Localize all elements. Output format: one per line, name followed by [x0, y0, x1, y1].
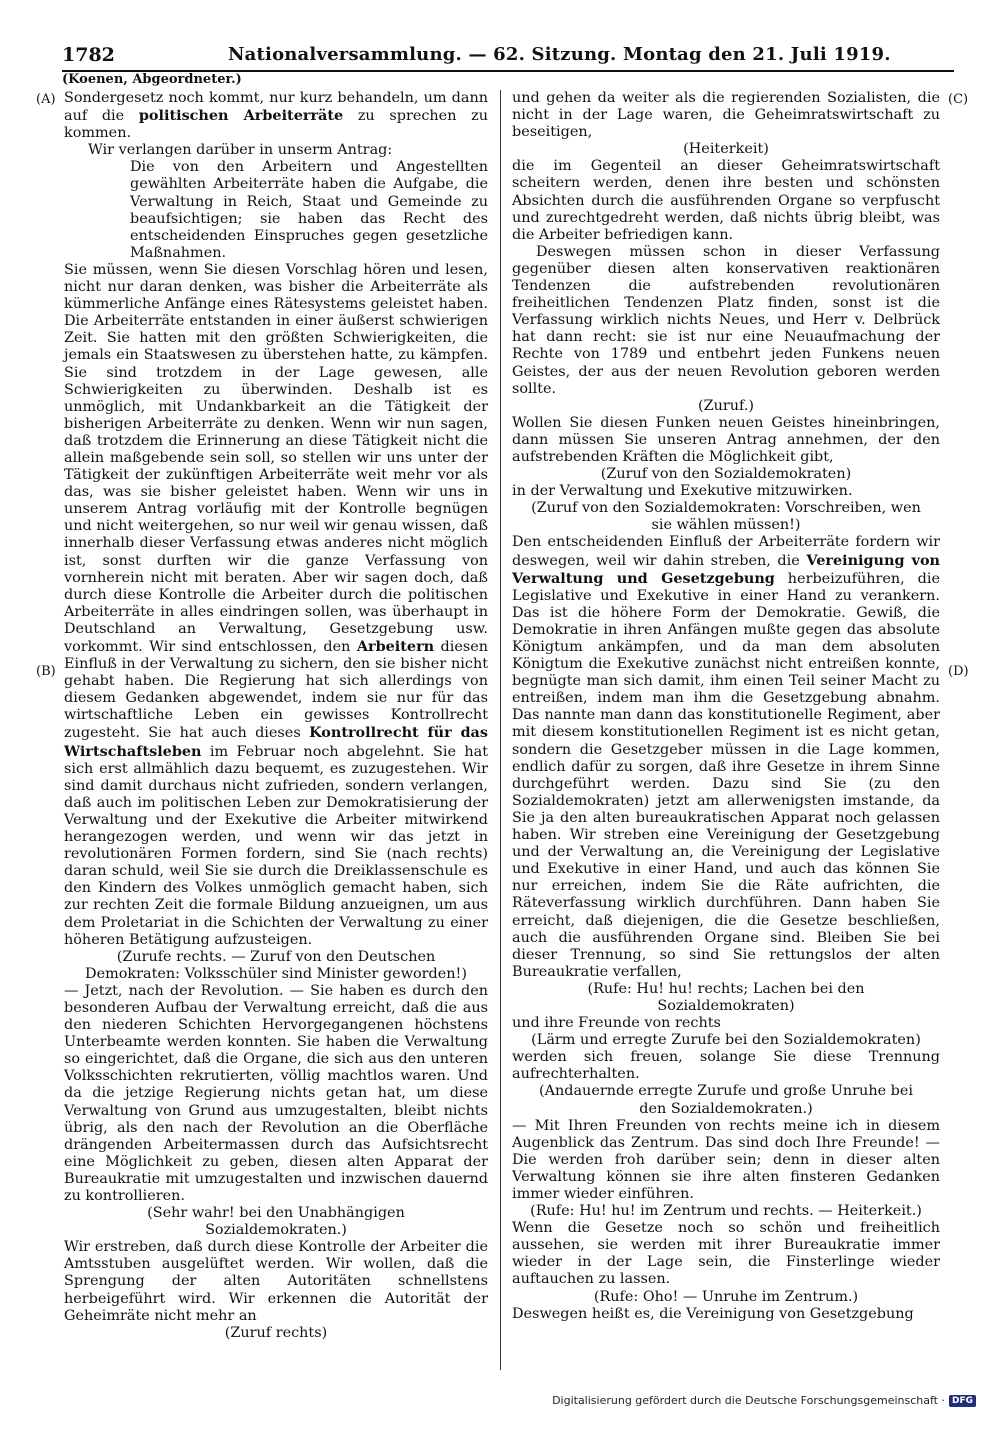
- interjection: (Lärm und erregte Zurufe bei den Sozialdemokraten): [531, 1032, 921, 1049]
- interjection: (Zuruf.): [697, 397, 755, 414]
- emphasis: Kontrollrecht für das Wirtschaftsleben: [64, 724, 488, 760]
- interjection: (Rufe: Hu! hu! im Zentrum und rechts. — Heiterkeit.): [530, 1203, 922, 1220]
- interjection: (Zuruf von den Sozialdemokraten: Vorschreiben, wen sie wählen müssen!): [531, 500, 921, 534]
- paragraph: Wir erstreben, daß durch diese Kontrolle der Arbeiter die Amtsstuben ausgelüftet werden. Wir wollen, daß die Sprengung der alten Autoritäten schnellstens herbeigeführt wird. Wir erkennen die Autorität der Geheimräte nicht mehr an: [64, 1239, 488, 1324]
- footer-credit: [552, 1394, 976, 1407]
- interjection: (Heiterkeit): [683, 141, 769, 158]
- paragraph: — Jetzt, nach der Revolution. — Sie haben es durch den besonderen Aufbau der Verwaltung erreicht, daß die aus den niederen Schichten Hervorgegangenen höchstens Unterbeamte werden konnten. Sie haben die Verwaltung so eingerichtet, daß die Organe, die sich aus den unteren Volksschichten rekrutierten, völlig machtlos waren. Und da die jetzige Regierung nichts getan hat, um diese Verwaltung von Grund aus umzugestalten, bleibt nichts übrig, als den nach der Revolution an die Oberfläche drängenden Arbeitermassen durch das Aufsichtsrecht eine Möglichkeit zu geben, diesen alten Apparat der Bureaukratie mit umzugestalten und inzwischen dauernd zu kontrollieren.: [64, 982, 488, 1204]
- margin-marker-a: (A): [36, 92, 56, 107]
- quoted-motion: Die von den Arbeitern und Angestellten gewählten Arbeiterräte haben die Aufgabe, die Verwaltung in Reich, Staat und Gemeinde zu beaufsichtigen; sie haben das Recht des entscheidenden Einspruches gegen gesetzliche Maßnahmen.: [130, 159, 488, 261]
- dfg-logo: DFG: [949, 1395, 976, 1407]
- page-header: [62, 42, 954, 72]
- running-title: Nationalversammlung. — 62. Sitzung. Montag den 21. Juli 1919.: [228, 44, 891, 65]
- interjection: (Zuruf rechts): [224, 1324, 328, 1341]
- column-divider: [500, 90, 501, 1370]
- paragraph: Deswegen heißt es, die Vereinigung von Gesetzgebung: [512, 1305, 914, 1322]
- paragraph: und ihre Freunde von rechts: [512, 1015, 721, 1032]
- paragraph: in der Verwaltung und Exekutive mitzuwirken.: [512, 483, 853, 500]
- emphasis: politischen Arbeiterräte: [138, 107, 344, 125]
- page-number: 1782: [62, 44, 115, 66]
- right-column: [512, 90, 940, 1323]
- interjection: (Sehr wahr! bei den Unabhängigen Sozialdemokraten.): [147, 1205, 405, 1239]
- interjection: (Andauernde erregte Zurufe und große Unruhe bei den Sozialdemokraten.): [538, 1083, 914, 1117]
- margin-marker-d: (D): [948, 664, 969, 679]
- paragraph: — Mit Ihren Freunden von rechts meine ich in diesem Augenblick das Zentrum. Das sind doch Ihre Freunde! — Die werden froh darüber sein; denn in dieser alten Verwaltung können sie ihre alten finsteren Gedanken immer wieder einführen.: [512, 1117, 940, 1202]
- emphasis: Arbeitern: [356, 638, 435, 655]
- footer-text: Digitalisierung gefördert durch die Deutsche Forschungsgemeinschaft ·: [552, 1394, 945, 1407]
- paragraph: Wir verlangen darüber in unserm Antrag:: [88, 142, 393, 159]
- interjection: (Zuruf von den Sozialdemokraten): [600, 466, 852, 483]
- margin-marker-b: (B): [36, 664, 56, 679]
- paragraph: Deswegen müssen schon in dieser Verfassung gegenüber diesen alten konservativen reaktionären Tendenzen die aufstrebenden revolutionären freiheitlichen Tendenzen Platz finden, sonst ist die Verfassung wirklich nichts Neues, und Herr v. Delbrück hat dann recht: sie ist nur eine Neuaufmachung der Rechte von 1789 und entbehrt jeden Funkens neuen Geistes, der aus der neuen Revolution geboren werden sollte.: [512, 243, 940, 397]
- interjection: (Zurufe rechts. — Zuruf von den Deutschen Demokraten: Volksschüler sind Minister geworden!): [85, 948, 467, 982]
- margin-marker-c: (C): [948, 92, 969, 107]
- paragraph: und gehen da weiter als die regierenden Sozialisten, die nicht in der Lage waren, die Geheimratswirtschaft zu beseitigen,: [512, 90, 940, 141]
- paragraph: Wollen Sie diesen Funken neuen Geistes hineinbringen, dann müssen Sie unseren Antrag annehmen, der den aufstrebenden Kräften die Möglichkeit gibt,: [512, 414, 940, 465]
- interjection: (Rufe: Oho! — Unruhe im Zentrum.): [593, 1288, 859, 1305]
- paragraph: Wenn die Gesetze noch so schön und freiheitlich aussehen, sie werden mit ihrer Bureaukratie immer wieder in der Lage sein, die Finsterlinge wieder auftauchen zu lassen.: [512, 1220, 940, 1288]
- emphasis: Vereinigung von Verwaltung und Gesetzgebung: [512, 551, 940, 587]
- paragraph: werden sich freuen, solange Sie diese Trennung aufrechterhalten.: [512, 1049, 940, 1083]
- paragraph: Sie müssen, wenn Sie diesen Vorschlag hören und lesen, nicht nur daran denken, was bisher die Arbeiterräte als kümmerliche Anfänge eines Rätesystems geleistet haben. Die Arbeiterräte entstanden in einer äußerst schwierigen Zeit. Sie hatten mit den größten Schwierigkeiten, die jemals ein Staatswesen zu überstehen hatte, zu kämpfen. Sie sind trotzdem in der Lage gewesen, alle Schwierigkeiten zu überwinden. Deshalb ist es unmöglich, mit Undankbarkeit an die Tätigkeit der bisherigen Arbeiterräte zu denken. Wenn wir nun sagen, daß trotzdem die Erinnerung an diese Tätigkeit nicht die allein maßgebende sein soll, so stellen wir uns unter der Tätigkeit der zukünftigen Arbeiterräte weit mehr vor als das, was sie bisher geleistet haben. Wenn wir uns in unserem Antrag vorläufig mit der Kontrolle begnügen und nicht weitergehen, so nur weil wir genau wissen, daß innerhalb dieser Verfassung etwas anderes nicht möglich ist, sonst durften wir die ganze Verfassung von vornherein nicht mit beraten. Aber wir sagen doch, daß durch diese Kontrolle die Arbeiter durch die politischen Arbeiterräte in alles eindringen sollen, was überhaupt in Deutschland an Verwaltung, Gesetzgebung usw. vorkommt. Wir sind entschlossen, den Arbeitern diesen Einfluß in der Verwaltung zu sichern, den sie bisher nicht gehabt haben. Die Regierung hat sich allerdings von diesem Gedanken abgewendet, indem sie nur für das wirtschaftliche Leben ein gewisses Kontrollrecht zugesteht. Sie hat auch dieses Kontrollrecht für das Wirtschaftsleben im Februar noch abgelehnt. Sie hat sich erst allmählich dazu bequemt, es zuzugestehen. Wir sind damit durchaus nicht zufrieden, sondern verlangen, daß auch im politischen Leben zur Demokratisierung der Verwaltung und der Exekutive die Arbeiter mitwirkend herangezogen werden, und wenn wir das jetzt in revolutionären Formen fordern, sind Sie (nach rechts) daran schuld, weil Sie sie durch die Dreiklassenschule es den Kindern des Volkes unmöglich gemacht haben, sich zur rechten Zeit die formale Bildung anzueignen, um aus dem Proletariat in die Schichten der Verwaltung zu einer höheren Betätigung aufzusteigen.: [64, 261, 488, 948]
- speaker-label: (Koenen, Abgeordneter.): [62, 72, 242, 87]
- paragraph: Den entscheidenden Einfluß der Arbeiterräte fordern wir deswegen, weil wir dahin streben, die Vereinigung von Verwaltung und Gesetzgebung herbeizuführen, die Legislative und Exekutive in einer Hand zu verankern. Das ist die höhere Form der Demokratie. Gewiß, die Demokratie in ihren Anfängen mußte gegen das absolute Königtum ankämpfen, und da man dem absoluten Königtum die Exekutive zunächst nicht entreißen konnte, begnügte man sich damit, ihm einen Teil seiner Macht zu entreißen, indem man ihm die Gesetzgebung abnahm. Das nannte man dann das konstitutionelle Regiment, aber mit diesem konstitutionellen Regiment ist es nicht getan, sondern die Gesetzgeber müssen in die Lage kommen, endlich dafür zu sorgen, daß ihre Gesetze in ihrem Sinne durchgeführt werden. Dazu sind Sie (zu den Sozialdemokraten) jetzt am allerwenigsten imstande, da Sie ja den alten bureaukratischen Apparat noch gelassen haben. Wir streben eine Vereinigung der Gesetzgebung und der Verwaltung an, die Vereinigung der Legislative und Exekutive in einer Hand, und auch das können Sie nur erreichen, indem Sie die Räte aufrichten, die Räteverfassung wirklich durchführen. Dann haben Sie erreicht, daß diejenigen, die die Gesetze beschließen, auch die ausführenden Organe sind. Bleiben Sie bei dieser Trennung, so sind Sie rettungslos der alten Bureaukratie verfallen,: [512, 534, 940, 980]
- left-column: [64, 90, 488, 1342]
- paragraph: die im Gegenteil an dieser Geheimratswirtschaft scheitern werden, denen ihre besten und schönsten Absichten durch die ausführenden Organe so verpfuscht und zurechtgedreht werden, daß nichts übrig bleibt, was die Arbeiter befriedigen kann.: [512, 158, 940, 243]
- paragraph: Sondergesetz noch kommt, nur kurz behandeln, um dann auf die politischen Arbeiterräte zu sprechen zu kommen.: [64, 90, 488, 142]
- interjection: (Rufe: Hu! hu! rechts; Lachen bei den Sozialdemokraten): [587, 980, 865, 1014]
